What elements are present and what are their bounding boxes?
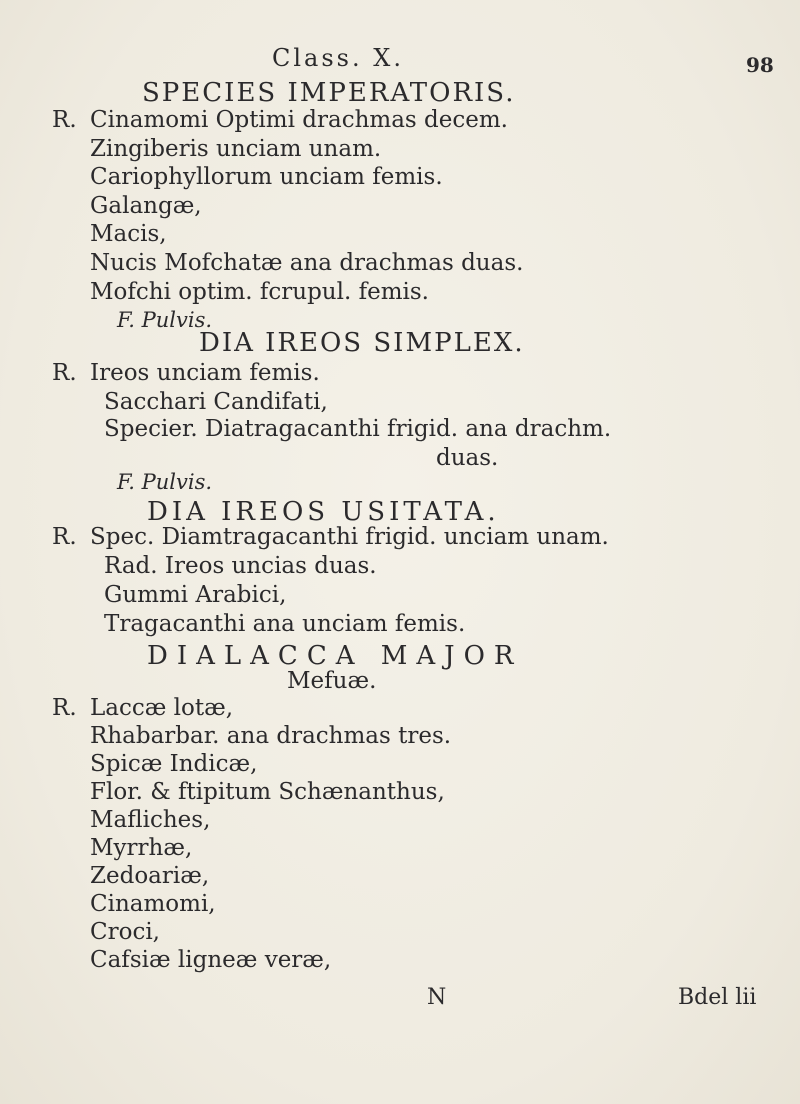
- ingredient-line: Cafsiæ ligneæ veræ,: [90, 947, 332, 973]
- ingredient-line: Cariophyllorum unciam femis.: [90, 164, 443, 190]
- ingredient-line: Nucis Mofchatæ ana drachmas duas.: [90, 250, 524, 276]
- ingredient-line: Spicæ Indicæ,: [90, 751, 258, 777]
- ingredient-line: Laccæ lotæ,: [90, 695, 234, 721]
- ingredient-line: Specier. Diatragacanthi frigid. ana drachm.: [104, 416, 612, 442]
- ingredient-line: Mafliches,: [90, 807, 211, 833]
- ingredient-line: Gummi Arabici,: [104, 582, 287, 608]
- ingredient-line: Rad. Ireos uncias duas.: [104, 553, 377, 579]
- ingredient-line: Tragacanthi ana unciam femis.: [104, 611, 466, 637]
- ingredient-line: Sacchari Candifati,: [104, 389, 328, 415]
- ingredient-line: Zedoariæ,: [90, 863, 210, 889]
- instruction-line: F. Pulvis.: [117, 308, 213, 332]
- ingredient-line: Ireos unciam femis.: [90, 360, 320, 386]
- ingredient-line: Zingiberis unciam unam.: [90, 136, 382, 162]
- running-header: Class. X.: [272, 44, 404, 72]
- section-title-dia-ireos-usitata: DIA IREOS USITATA.: [147, 497, 500, 527]
- signature-mark: N: [427, 985, 447, 1010]
- ingredient-line: Galangæ,: [90, 193, 202, 219]
- page-number: 98: [746, 53, 774, 77]
- instruction-line: F. Pulvis.: [117, 470, 213, 494]
- section-subtitle: Mefuæ.: [287, 668, 377, 694]
- ingredient-line: Croci,: [90, 919, 160, 945]
- recipe-marker: R.: [52, 695, 77, 721]
- recipe-marker: R.: [52, 360, 77, 386]
- ingredient-line: Macis,: [90, 221, 167, 247]
- section-title-species-imperatoris: SPECIES IMPERATORIS.: [142, 78, 516, 108]
- ingredient-line: Flor. & ftipitum Schænanthus,: [90, 779, 445, 805]
- ingredient-line: Myrrhæ,: [90, 835, 193, 861]
- ingredient-line: Rhabarbar. ana drachmas tres.: [90, 723, 452, 749]
- section-title-dia-ireos-simplex: DIA IREOS SIMPLEX.: [199, 328, 525, 358]
- recipe-marker: R.: [52, 524, 77, 550]
- ingredient-line: duas.: [436, 445, 499, 471]
- ingredient-line: Mofchi optim. fcrupul. femis.: [90, 279, 429, 305]
- catchword: Bdel lii: [678, 985, 757, 1010]
- ingredient-line: Cinamomi Optimi drachmas decem.: [90, 107, 508, 133]
- ingredient-line: Spec. Diamtragacanthi frigid. unciam unam.: [90, 524, 609, 550]
- section-title-dialacca-major: DIALACCA MAJOR: [147, 641, 523, 671]
- ingredient-line: Cinamomi,: [90, 891, 216, 917]
- recipe-marker: R.: [52, 107, 77, 133]
